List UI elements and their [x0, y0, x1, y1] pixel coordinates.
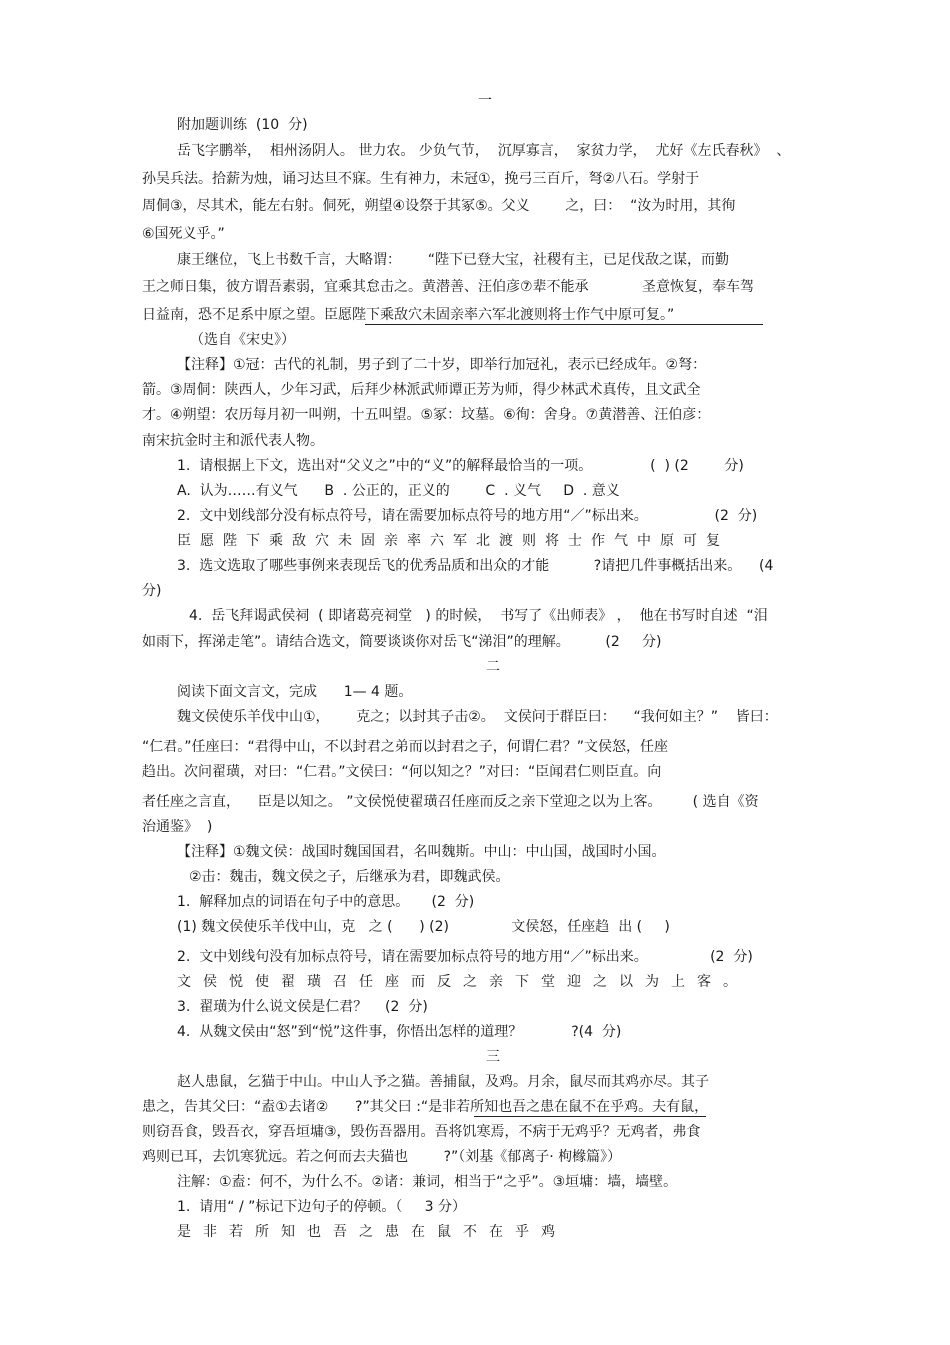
s2-line-9: (1) 魏文侯使乐羊伐中山，克 之 ( ) (2) 文侯怒，任座趋 出 ( ) [177, 919, 670, 935]
s3-line-5: 1. 请用“ / ”标记下边句子的停顿。（ 3 分） [177, 1199, 466, 1215]
s2-line-13: 4. 从魏文侯由“怒”到“悦”这件事，你悟出怎样的道理？ ?(4 分) [177, 1024, 622, 1040]
s1-line-15: 2. 文中划线部分没有标点符号，请在需要加标点符号的地方用“／”标出来。 (2 分) [177, 508, 758, 524]
s1-line-13: 1. 请根据上下文，选出对“父义之”中的“义”的解释最恰当的一项。 ( ) (2 分) [177, 458, 744, 474]
s1-line-9: 【注释】①冠：古代的礼制，男子到了二十岁，即举行加冠礼，表示已经成年。②弩： [177, 357, 707, 373]
s3-line-4: 注解：①盍：何不，为什么不。②诸：兼词，相当于“之乎”。③垣墉：墙，墙壁。 [177, 1174, 678, 1190]
s3-line-6: 是非若所知也吾之患在鼠不在乎鸡 [177, 1224, 567, 1240]
s2-line-8: 1. 解释加点的词语在句子中的意思。 (2 分) [177, 894, 475, 910]
s1-line-1: 岳飞字鹏举， 相州汤阴人。 世力农。 少负气节， 沉厚寡言， 家贫力学， 尤好《左氏春秋》 、 [177, 143, 791, 159]
s1-line-6: 王之师日集，彼方谓吾素弱，宜乘其怠击之。黄潜善、汪伯彦⑦辈不能承 圣意恢复，奉车驾 [142, 279, 754, 295]
s2-line-6: 【注释】①魏文侯：战国时魏国国君，名叫魏斯。中山：中山国，战国时小国。 [177, 844, 666, 860]
s2-line-4: 者任座之言直， 臣是以知之。 ”文侯悦使翟璜召任座而反之亲下堂迎之以为上客。 ( 选自《资 [142, 794, 759, 810]
s1-line-10: 箭。③周侗：陕西人，少年习武，后拜少林派武师谭正芳为师，得少林武术真传，且文武全 [142, 382, 701, 398]
s1-line-8: （选自《宋史》） [190, 332, 295, 348]
s1-line-17: 3. 选文选取了哪些事例来表现岳飞的优秀品质和出众的才能 ?请把几件事概括出来。 (4 [177, 558, 774, 574]
s2-line-2: “仁君。”任座曰：“君得中山，不以封君之弟而以封君之子，何谓仁君？”文侯怒，任座 [142, 739, 669, 755]
s2-line-12: 3. 翟璜为什么说文侯是仁君？ (2 分) [177, 999, 428, 1015]
s2-line-3: 趋出。次问翟璜，对曰：“仁君。”文侯曰：“何以知之？”对曰：“臣闻君仁则臣直。向 [142, 764, 662, 780]
s2-line-11: 文侯悦使翟璜召任座而反之亲下堂迎之以为上客。 [177, 974, 749, 990]
s1-line-19: 4. 岳飞拜谒武侯祠 ( 即诸葛亮祠堂 ) 的时候， 书写了《出师表》 ， 他在书写时自述 “泪 [189, 608, 768, 624]
s2-line-0: 阅读下面文言文，完成 1— 4 题。 [177, 684, 413, 700]
s2-line-10: 2. 文中划线句没有加标点符号，请在需要加标点符号的地方用“／”标出来。 (2 分) [177, 949, 753, 965]
section-3-heading: 三 [486, 1049, 500, 1065]
s1-line-4: ⑥国死义乎。” [142, 226, 225, 242]
section-1-heading: 一 [478, 93, 492, 109]
s1-line-3: 周侗③，尽其术，能左右射。侗死，朔望④设祭于其冢⑤。父义 之，曰： “汝为时用，其徇 [142, 198, 736, 214]
s2-line-1: 魏文侯使乐羊伐中山①， 克之；以封其子击②。 文侯问于群臣曰： “我何如主？” 皆曰： [177, 709, 778, 725]
s2-line-5: 治通鉴》 ) [142, 819, 213, 835]
underline-s1 [365, 324, 763, 325]
s3-line-3: 鸡则已耳，去饥寒犹远。若之何而去夫猫也 ?”（刘基《郁离子· 枸橼篇》） [142, 1149, 622, 1165]
s1-line-0: 附加题训练 (10 分) [177, 117, 308, 133]
s1-line-20: 如雨下，挥涕走笔”。请结合选文，简要谈谈你对岳飞“涕泪”的理解。 (2 分) [142, 634, 662, 650]
s1-line-14: A. 认为……有义气 B . 公正的，正义的 C . 义气 D . 意义 [177, 483, 620, 499]
s1-line-2: 孙吴兵法。拾薪为烛，诵习达旦不寐。生有神力，未冠①，挽弓三百斤，弩②八石。学射于 [142, 171, 700, 187]
s1-line-5: 康王继位，飞上书数千言，大略谓： “陛下已登大宝，社稷有主，已足伐敌之谋，而勤 [177, 252, 729, 268]
s1-line-7: 日益南，恐不足系中原之望。臣愿陛下乘敌穴未固亲率六军北渡则将士作气中原可复。” [142, 307, 675, 323]
s1-line-16: 臣愿陛下乘敌穴未固亲率六军北渡则将士作气中原可复 [177, 533, 729, 549]
section-2-heading: 二 [486, 659, 500, 675]
s3-line-1: 患之，告其父曰：“盍①去诸② ?”其父曰 :“是非若所知也吾之患在鼠不在乎鸡。夫有鼠， [142, 1099, 709, 1115]
s3-line-2: 则窃吾食，毁吾衣，穿吾垣墉③，毁伤吾器用。吾将饥寒焉，不病于无鸡乎？无鸡者，弗食 [142, 1124, 701, 1140]
s3-line-0: 赵人患鼠，乞猫于中山。中山人予之猫。善捕鼠，及鸡。月余，鼠尽而其鸡亦尽。其子 [177, 1074, 709, 1090]
s2-line-7: ②击：魏击，魏文侯之子，后继承为君，即魏武侯。 [189, 869, 510, 885]
s1-line-18: 分) [142, 583, 162, 599]
s1-line-11: 才。④朔望：农历每月初一叫朔，十五叫望。⑤冢：坟墓。⑥徇：舍身。⑦黄潜善、汪伯彦： [142, 407, 711, 423]
underline-s3 [474, 1116, 706, 1117]
s1-line-12: 南宋抗金时主和派代表人物。 [142, 433, 324, 449]
